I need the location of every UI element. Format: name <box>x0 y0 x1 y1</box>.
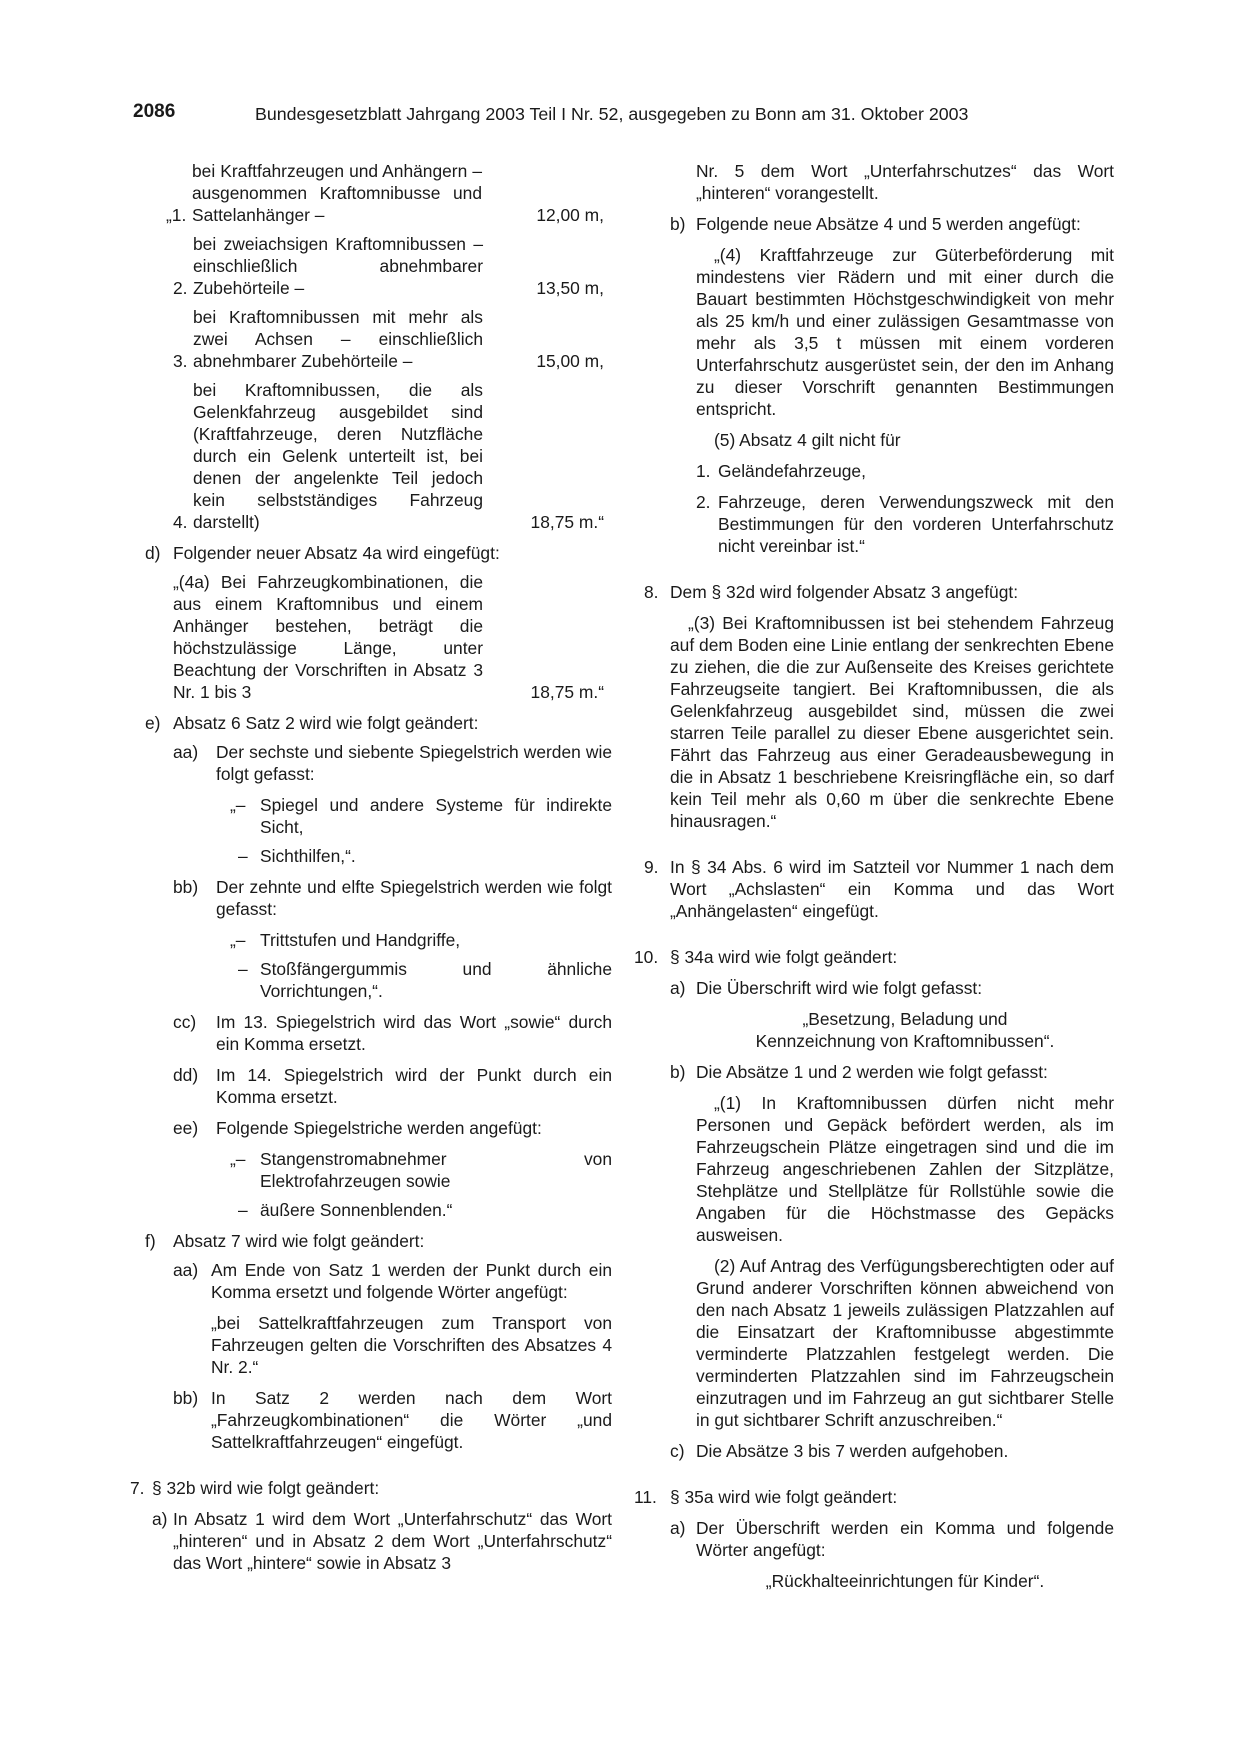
section-8: 8. Dem § 32d wird folgender Absatz 3 angefügt: <box>644 582 1019 602</box>
section-10-b-absatz-1: „(1) In Kraftomnibussen dürfen nicht mehr Personen und Gepäck befördert werden, als im Fahrzeugschein Plätze eingetragen sind und die im Fahrzeug angeschriebenen Zahlen der Sitzplätze, Stehplätze und Stellplätze für Rollstühle sowie die Angaben für die Höchstmasse des Gepäcks ausweisen. <box>696 1093 1114 1245</box>
dash-item: „– Spiegel und andere Systeme für indirekte Sicht, <box>230 795 612 837</box>
section-10: 10. § 34a wird wie folgt geändert: <box>634 947 898 967</box>
section-7-a: a) In Absatz 1 wird dem Wort „Unterfahrschutz“ das Wort „hinteren“ und in Absatz 2 dem Wort „Unterfahrschutz“ das Wort „hintere“ sowie in Absatz 3 <box>152 1509 612 1573</box>
item-e-aa: aa) Der sechste und siebente Spiegelstrich werden wie folgt gefasst: <box>173 742 612 784</box>
absatz-4: „(4) Kraftfahrzeuge zur Güterbeförderung mit mindestens vier Rädern und mit einer durch die Bauart bestimmten Höchstgeschwindigkeit von mehr als 25 km/h und einer zulässigen Gesamtmasse von mehr als 3,5 t müssen mit einem vorderen Unterfahrschutz ausgerüstet sein, der den im Anhang zu dieser Vorschrift genannten Bestimmungen entspricht. <box>696 245 1114 419</box>
section-7: 7. § 32b wird wie folgt geändert: <box>130 1478 380 1498</box>
item-e-ee: ee) Folgende Spiegelstriche werden angefügt: <box>173 1118 542 1138</box>
absatz-5-item: 2. Fahrzeuge, deren Verwendungszweck mit den Bestimmungen für den vorderen Unterfahrschutz nicht vereinbar ist.“ <box>696 492 1114 556</box>
absatz-5: (5) Absatz 4 gilt nicht für <box>714 430 901 450</box>
section-10-a-title: „Besetzung, Beladung und Kennzeichnung von Kraftomnibussen“. <box>755 1009 1055 1051</box>
left-column <box>130 160 612 1574</box>
section-8-quote: „(3) Bei Kraftomnibussen ist bei stehendem Fahrzeug auf dem Boden eine Linie entlang der senkrechten Ebene zu ziehen, die die zur Außenseite des Kreises gerichtete Fahrzeugseite tangiert. Bei Kraftomnibussen, die als Gelenkfahrzeug ausgebildet sind, müssen die zwei starren Teile parallel zu dieser Ebene ausgerichtet sein. Fährt das Fahrzeug aus einer Geradeausbewegung in die in Absatz 1 beschriebene Kreisringfläche ein, so darf kein Teil mehr als 0,60 m über die senkrechte Ebene hinausragen.“ <box>670 613 1114 831</box>
length-list <box>166 160 612 533</box>
section-11-a: a) Der Überschrift werden ein Komma und folgende Wörter angefügt: <box>670 1518 1114 1560</box>
quote-f-aa: „bei Sattelkraftfahrzeugen zum Transport von Fahrzeugen gelten die Vorschriften des Absatzes 4 Nr. 2.“ <box>211 1313 612 1377</box>
list-item: 4. bei Kraftomnibussen, die als Gelenkfahrzeug ausgebildet sind (Kraftfahrzeuge, deren Nutzfläche durch ein Gelenk unterteilt ist, bei denen der angelenkte Teil jedoch kein selbstständiges Fahrzeug darstellt) 18,75 m.“ <box>173 380 604 532</box>
item-e-dd: dd) Im 14. Spiegelstrich wird der Punkt durch ein Komma ersetzt. <box>173 1065 612 1107</box>
dash-item: „– Trittstufen und Handgriffe, <box>230 930 461 950</box>
section-10-c: c) Die Absätze 3 bis 7 werden aufgehoben. <box>670 1441 1009 1461</box>
section-10-b-absatz-2: (2) Auf Antrag des Verfügungsberechtigten oder auf Grund anderer Vorschriften können abweichend von den nach Absatz 1 jeweils zulässigen Platzzahlen auf die Einsatzart der Kraftomnibusse abgestimmte verminderte Platzzahlen festgelegt werden. Die verminderten Platzzahlen sind im Fahrzeugschein einzutragen und im Fahrzeug an gut sichtbarer Stelle in gut sichtbarer Schrift anzuschreiben.“ <box>696 1256 1114 1430</box>
list-item: „1. bei Kraftfahrzeugen und Anhängern – ausgenommen Kraftomnibusse und Sattelanhänger – 12,00 m, <box>166 161 604 225</box>
section-11: 11. § 35a wird wie folgt geändert: <box>634 1487 898 1507</box>
item-d: d) Folgender neuer Absatz 4a wird eingefügt: <box>145 543 500 563</box>
item-f: f) Absatz 7 wird wie folgt geändert: <box>145 1231 425 1251</box>
page-number: 2086 <box>133 101 176 122</box>
dash-item: – Stoßfängergummis und ähnliche Vorrichtungen,“. <box>238 959 612 1001</box>
item-e-bb: bb) Der zehnte und elfte Spiegelstrich werden wie folgt gefasst: <box>173 877 612 919</box>
absatz-5-item: 1. Geländefahrzeuge, <box>696 461 866 481</box>
right-column <box>634 160 1114 1592</box>
dash-item: – Sichthilfen,“. <box>238 846 356 866</box>
item-f-aa: aa) Am Ende von Satz 1 werden der Punkt durch ein Komma ersetzt und folgende Wörter angefügt: <box>173 1260 612 1302</box>
section-7-a-continued: Nr. 5 dem Wort „Unterfahrschutzes“ das Wort „hinteren“ vorangestellt. <box>696 161 1114 203</box>
dash-item: – äußere Sonnenblenden.“ <box>238 1200 453 1220</box>
list-item: 2. bei zweiachsigen Kraftomnibussen – einschließlich abnehmbarer Zubehörteile – 13,50 m, <box>173 234 604 298</box>
section-7-b: b) Folgende neue Absätze 4 und 5 werden angefügt: <box>670 214 1081 234</box>
section-10-a: a) Die Überschrift wird wie folgt gefasst: <box>670 978 983 998</box>
section-10-b: b) Die Absätze 1 und 2 werden wie folgt gefasst: <box>670 1062 1048 1082</box>
item-e-cc: cc) Im 13. Spiegelstrich wird das Wort „sowie“ durch ein Komma ersetzt. <box>173 1012 612 1054</box>
page-header-title: Bundesgesetzblatt Jahrgang 2003 Teil I Nr. 52, ausgegeben zu Bonn am 31. Oktober 2003 <box>255 104 969 124</box>
list-item: 3. bei Kraftomnibussen mit mehr als zwei Achsen – einschließlich abnehmbarer Zubehörteile – 15,00 m, <box>173 307 604 371</box>
item-e: e) Absatz 6 Satz 2 wird wie folgt geändert: <box>145 713 479 733</box>
item-f-bb: bb) In Satz 2 werden nach dem Wort „Fahrzeugkombinationen“ die Wörter „und Sattelkraftfahrzeugen“ eingefügt. <box>173 1388 612 1452</box>
dash-item: „– Stangenstromabnehmer von Elektrofahrzeugen sowie <box>230 1149 612 1191</box>
quote-4a: „(4a) Bei Fahrzeugkombinationen, die aus einem Kraftomnibus und einem Anhänger bestehen, beträgt die höchstzulässige Länge, unter Beachtung der Vorschriften in Absatz 3 Nr. 1 bis 3 18,75 m.“ <box>173 572 604 702</box>
section-11-a-quote: „Rückhalteeinrichtungen für Kinder“. <box>765 1571 1045 1591</box>
section-9: 9. In § 34 Abs. 6 wird im Satzteil vor Nummer 1 nach dem Wort „Achslasten“ ein Komma und das Wort „Anhängelasten“ eingefügt. <box>644 857 1114 921</box>
